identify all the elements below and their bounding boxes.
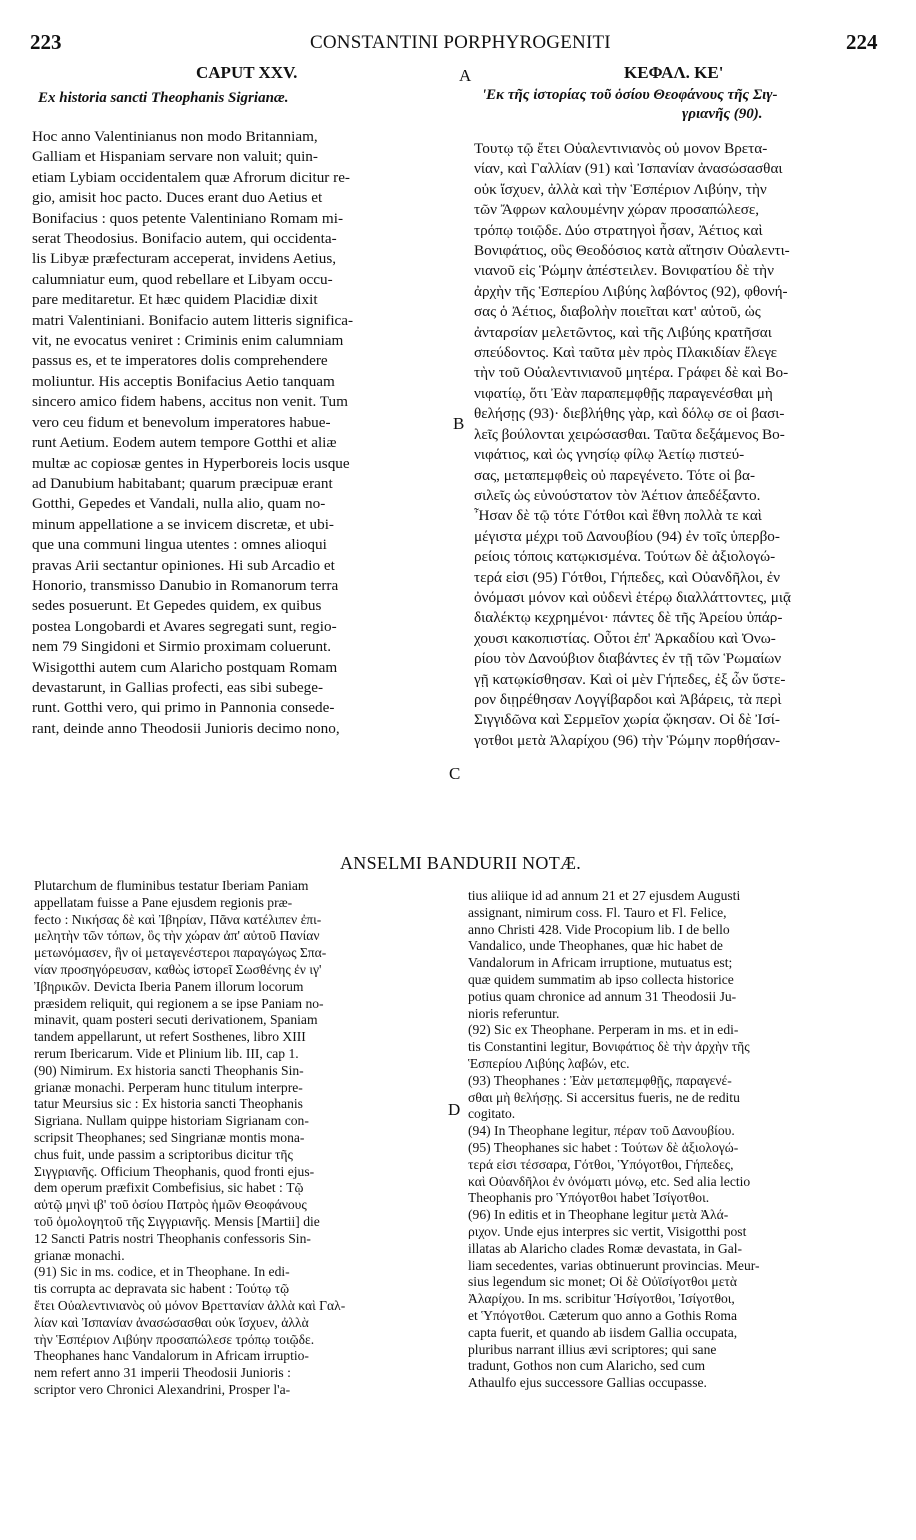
note-line: scripsit Theophanes; sed Singrianæ montis mona- (34, 1129, 305, 1145)
note-line: quæ quidem summatim ab ipso collecta historice (468, 971, 734, 987)
margin-letter-d: D (448, 1100, 461, 1119)
note-line: grianæ monachi. Perperam hunc titulum interpre- (34, 1079, 303, 1095)
greek-text-line: τὴν τοῦ Οὐαλεντινιανοῦ μητέρα. Γράφει δὲ καὶ Βο- (474, 364, 789, 382)
note-line: (91) Sic in ms. codice, et in Theophane. In edi- (34, 1264, 290, 1280)
greek-text-line: Ἦσαν δὲ τῷ τότε Γότθοι καὶ ἔθνη πολλὰ τε καὶ (474, 507, 762, 525)
note-line: (94) In Theophane legitur, πέραν τοῦ Δανουβίου. (468, 1123, 735, 1139)
note-line: τερά εἰσι τέσσαρα, Γότθοι, Ὑπόγοτθοι, Γήπεδες, (468, 1156, 734, 1172)
note-line: pluribus narrant illius ævi scriptores; qui sane (468, 1341, 717, 1357)
greek-text-line: γῇ κατῳκίσθησαν. Καὶ οἱ μὲν Γήπεδες, ἐξ ὧν ὕστε- (474, 670, 786, 688)
greek-text-line: σπεύδοντος. Καὶ ταῦτα μὲν πρὸς Πλακιδίαν ἔλεγε (474, 344, 778, 362)
latin-text-line: serat Theodosius. Bonifacio autem, qui occidenta- (32, 230, 337, 248)
note-line: Plutarchum de fluminibus testatur Iberiam Paniam (34, 878, 309, 893)
notes-left-column (34, 878, 446, 1399)
note-line: Theophanes hanc Vandalorum in Africam irruptio- (34, 1348, 309, 1364)
note-line: (93) Theophanes : Ἐὰν μεταπεμφθῇς, παραγενέ- (468, 1072, 732, 1088)
latin-text-line: Wisigotthi autem cum Alaricho postquam Romam (32, 658, 338, 676)
note-line: Athaulfo ejus successore Gallias occupasse. (468, 1375, 707, 1391)
latin-text-line: postea Longobardi et Avares segregati sunt, regio- (32, 617, 337, 635)
greek-text-line: νίαν, καὶ Γαλλίαν (91) καὶ Ἰσπανίαν ἀνασώσασθαι (474, 160, 783, 178)
note-line: 12 Sancti Patris nostri Theophanis confessoris Sin- (34, 1230, 311, 1246)
latin-text-line: Honorio, transmisso Danubio in Romanorum terra (32, 576, 339, 594)
note-line: λίαν καὶ Ἰσπανίαν ἀνασώσασθαι οὐκ ἴσχυεν, ἀλλὰ (34, 1314, 309, 1330)
latin-text-line: etiam Lybiam occidentalem quæ Afrorum dicitur re- (32, 168, 350, 186)
latin-text-line: devastarunt, in Gallias profecti, eas sibi subege- (32, 678, 324, 696)
note-line: rerum Ibericarum. Vide et Plinium lib. III, cap 1. (34, 1045, 299, 1061)
greek-text-line: σας, μεταπεμφθεὶς οὐ παρεγένετο. Τότε οἱ βα- (474, 466, 755, 484)
greek-text-line: Σιγγιδῶνα καὶ Σερμεῖον χωρία ᾤκησαν. Οἱ δὲ Ἰσί- (474, 711, 780, 729)
greek-subtitle-line: γριανῆς (90). (682, 106, 763, 122)
note-line: et Ὑπόγοτθοι. Cæterum quo anno a Gothis Roma (468, 1307, 737, 1323)
greek-text-line: διαλέκτῳ κεχρημένοι· πάντες δὲ τῆς Ἀρείου ὑπάρ- (474, 609, 783, 627)
latin-subtitle: Ex historia sancti Theophanis Sigrianæ. (38, 90, 289, 106)
note-line: αὐτῷ μηνὶ ιβ' τοῦ ὁσίου Πατρὸς ἡμῶν Θεοφάνους (34, 1197, 307, 1213)
note-line: Vandalico, unde Theophanes, quæ hic habet de (468, 938, 723, 954)
note-line: Theophanis pro Ὑπόγοτθοι habet Ἰσίγοτθοι. (468, 1190, 710, 1206)
note-line: fecto : Νικήσας δὲ καὶ Ἰβηρίαν, Πᾶνα κατέλιπεν ἐπι- (34, 911, 322, 927)
note-line: ριχον. Unde ejus interpres sic vertit, Visigotthi post (468, 1223, 747, 1239)
note-line: cogitato. (468, 1106, 516, 1122)
latin-text-line: runt. Gotthi vero, qui primo in Pannonia consede- (32, 699, 335, 717)
greek-text-line: τῶν Ἄφρων καλουμένην χώραν προσαπώλεσε, (474, 201, 760, 219)
greek-text-line: ὀνόμασι μόνον καὶ οὐδενὶ ἑτέρῳ διαλλάττοντες, μιᾷ (474, 588, 791, 606)
note-line: grianæ monachi. (34, 1247, 125, 1263)
greek-text-line: οὐκ ἴσχυεν, ἀλλὰ καὶ τὴν Ἑσπέριον Λιβύην, τὴν (474, 180, 767, 198)
note-line: τοῦ ὁμολογητοῦ τῆς Σιγγριανῆς. Mensis [Martii] die (34, 1213, 320, 1229)
latin-text-line: ad Danubium habitabant; quarum præcipuæ erant (32, 474, 333, 492)
greek-text-line: λεῖς βούλονται χειρώσασθαι. Ταῦτα δεξάμενος Βο- (474, 425, 785, 443)
greek-text-line: νιφατίῳ, ὅτι Ἐὰν παραπεμφθῇς παραγενέσθαι μὴ (474, 384, 773, 402)
note-line: illatas ab Alaricho clades Romæ devastata, in Gal- (468, 1240, 743, 1256)
note-line: Ἀλαρίχου. In ms. scribitur Ἡσίγοτθοι, Ἰσίγοτθοι, (468, 1291, 735, 1307)
note-line: liam secedentes, varias obtinuerunt provincias. Meur- (468, 1257, 760, 1273)
margin-letter-c: C (449, 764, 461, 783)
latin-text-line: pare meditaretur. Et hæc quidem Placidiæ dixit (32, 291, 318, 309)
note-line: μετωνόμασεν, ἣν οἱ μεταγενέστεροι παραγώγως Σπα- (34, 945, 327, 961)
note-line: Sigriana. Nullam quippe historiam Sigrianam con- (34, 1113, 309, 1129)
greek-text-line: γοτθοι μετὰ Ἀλαρίχου (96) τὴν Ῥώμην πορθήσαν- (474, 731, 781, 749)
note-line: minavit, quam posteri secuti derivationem, Spaniam (34, 1012, 318, 1028)
margin-letter-a: A (459, 66, 472, 85)
note-line: καὶ Οὐανδῆλοι ἐν ὀνόματι μόνῳ, etc. Sed alia lectio (468, 1173, 751, 1189)
greek-text-line: χουσι κακοπιστίας. Οὗτοι ἐπ' Ἀρκαδίου καὶ Ὀνω- (474, 629, 776, 647)
note-line: appellatam fuisse a Pane ejusdem regionis præ- (34, 894, 293, 910)
greek-text-line: ρείοις τόποις κατῳκισμένα. Τούτων δὲ ἀξιολογώ- (474, 548, 776, 566)
note-line: tius aliique id ad annum 21 et 27 ejusdem Augusti (468, 888, 741, 903)
note-line: νίαν προσηγόρευσαν, καθὼς ἱστορεῖ Σωσθένης ἐν ιγ' (34, 961, 322, 977)
latin-text-line: calumniatur eum, quod rebellare et Libyam occu- (32, 270, 333, 288)
note-line: potius quam chronice ad annum 31 Theodosii Ju- (468, 988, 737, 1004)
latin-text-line: minum appellatione a se invicem discretæ, et ubi- (32, 515, 334, 533)
margin-letter-b: B (453, 414, 465, 433)
note-line: Ἑσπερίου Λιβύης λαβών, etc. (468, 1055, 630, 1071)
notes-right-column (468, 888, 888, 1392)
right-page-number: 224 (846, 30, 878, 54)
note-line: assignant, nimirum coss. Fl. Tauro et Fl. Felice, (468, 904, 727, 920)
note-line: Σιγγριανῆς. Officium Theophanis, quod fronti ejus- (34, 1163, 315, 1179)
note-line: (92) Sic ex Theophane. Perperam in ms. et in edi- (468, 1022, 739, 1038)
greek-text-line: ρίου τὸν Δανούβιον διαβάντες ἐν τῇ τῶν Ῥωμαίων (474, 650, 782, 668)
note-line: (90) Nimirum. Ex historia sancti Theophanis Sin- (34, 1062, 304, 1078)
latin-text-line: gio, amisit hoc pacto. Duces erant duo Aetius et (32, 189, 323, 207)
running-title: CONSTANTINI PORPHYROGENITI (310, 32, 611, 53)
latin-text-line: Galliam et Hispaniam servare non valuit; quin- (32, 148, 318, 166)
note-line: tradunt, Gothos non cum Alaricho, sed cum (468, 1358, 706, 1374)
note-line: sius legendum sic monet; Οἱ δὲ Οὐϊσίγοτθοι μετὰ (468, 1274, 737, 1290)
note-line: Ἰβηρικῶν. Devicta Iberia Panem illorum locorum (34, 978, 304, 994)
greek-text-line: τρόπῳ τοιῷδε. Δύο στρατηγοὶ ἦσαν, Ἀέτιος καὶ (474, 221, 763, 239)
note-line: præsidem reliquit, qui regionem a se ipse Paniam no- (34, 995, 324, 1011)
latin-text-line: nem 79 Singidoni et Sirmio proximam coluerunt. (32, 638, 332, 656)
latin-chapter-heading: CAPUT XXV. (196, 63, 298, 82)
latin-text-line: Bonifacius : quos petente Valentiniano Romam mi- (32, 209, 344, 227)
note-line: τὴν Ἑσπέριον Λιβύην προσαπώλεσε τρόπῳ τοιῷδε. (34, 1331, 315, 1347)
note-line: nioris referuntur. (468, 1005, 560, 1021)
greek-subtitle-line: 'Εκ τῆς ἱστορίας τοῦ ὁσίου Θεοφάνους τῆς Σιγ- (482, 87, 778, 103)
greek-text-line: σας ὁ Ἀέτιος, διαβολὴν ποιεῖται κατ' αὐτοῦ, ὡς (474, 303, 761, 321)
latin-text-line: matri Valentiniani. Bonifacio autem litteris significa- (32, 311, 354, 329)
latin-text-line: runt Aetium. Eodem autem tempore Gotthi et aliæ (32, 434, 337, 452)
latin-text-line: sedes posuerunt. Et Gepedes quidem, ex quibus (32, 597, 322, 615)
greek-text-line: ἀνταρσίαν μελετῶντος, καὶ τῆς Λιβύης κρατῆσαι (474, 323, 772, 341)
greek-text-line: ἀρχὴν τῆς Ἑσπερίου Λιβύης λαβόντος (92), φθονή- (474, 282, 788, 300)
latin-text-line: que una communi lingua utentes : omnes alioqui (32, 536, 327, 554)
latin-text-line: pravas Arii sectantur opiniones. Hi sub Arcadio et (32, 556, 335, 574)
latin-text-line: lis Libyæ præfecturam acceperat, invidens Aetius, (32, 250, 337, 268)
latin-text-line: rant, deinde anno Theodosii Junioris decimo nono, (32, 719, 340, 737)
greek-text-line: νιφάτιος, καὶ ὡς γνησίῳ φίλῳ Ἀετίῳ πιστεύ- (474, 446, 745, 464)
greek-text-line: μέγιστα μέχρι τοῦ Δανουβίου (94) ἐν τοῖς ὑπερβο- (474, 527, 780, 545)
note-line: Vandalorum in Africam irruptione, mutuatus est; (468, 955, 733, 971)
note-line: μελητὴν τῶν τόπων, ὃς τὴν χώραν ἀπ' αὐτοῦ Πανίαν (34, 928, 320, 944)
greek-text-line: θελήσῃς (93)· διεβλήθης γὰρ, καὶ δόλῳ σε οἱ βασι- (474, 405, 785, 423)
note-line: (96) In editis et in Theophane legitur μετὰ Ἀλά- (468, 1207, 729, 1223)
latin-text-line: Hoc anno Valentinianus non modo Britanniam, (32, 128, 318, 145)
greek-chapter-heading: ΚΕΦΑΛ. ΚΕ' (624, 63, 724, 82)
note-line: σθαι μὴ θελήσῃς. Si accersitus fueris, ne de reditu (468, 1089, 740, 1105)
note-line: tandem appellarunt, ut refert Sosthenes, libro XIII (34, 1029, 306, 1045)
greek-text-line: σιλεῖς ὡς εὐνούστατον τὸν Ἀέτιον ἀπεδέξαντο. (474, 486, 761, 504)
note-line: anno Christi 428. Vide Procopium lib. I de bello (468, 921, 730, 937)
latin-text-line: Gotthi, Gepedes et Vandali, nulla alio, quam no- (32, 495, 326, 513)
greek-text-line: τερά εἰσι (95) Γότθοι, Γήπεδες, καὶ Οὐανδῆλοι, ἐν (474, 568, 781, 586)
latin-text-column (32, 127, 450, 739)
greek-text-line: Τουτῳ τῷ ἔτει Οὐαλεντινιανὸς οὐ μονον Βρετα- (474, 140, 768, 157)
note-line: capta fuerit, et quando ab iisdem Gallia occupata, (468, 1324, 738, 1340)
note-line: chus fuit, unde passim a scriptoribus dicitur τῆς (34, 1146, 293, 1162)
note-line: scriptor vero Chronici Alexandrini, Prosper l'a- (34, 1381, 291, 1397)
latin-text-line: multæ ac copiosæ gentes in Hyperboreis locis usque (32, 454, 350, 472)
latin-text-line: passus es, et te imperatores dolis comprehendere (32, 352, 328, 370)
note-line: (95) Theophanes sic habet : Τούτων δὲ ἀξιολογώ- (468, 1139, 739, 1155)
greek-subtitle (482, 86, 882, 124)
note-line: dem operum præfixit Combefisius, sic habet : Τῷ (34, 1180, 304, 1196)
note-line: ἔτει Οὐαλεντινιανὸς οὐ μόνον Βρεττανίαν ἀλλὰ καὶ Γαλ- (34, 1297, 346, 1313)
latin-text-line: vit, ne evocatus veniret : Criminis enim calumniam (32, 332, 344, 350)
greek-text-column (474, 139, 886, 751)
greek-text-line: νιανοῦ εἰς Ῥώμην ἀπέστειλεν. Βονιφατίου δὲ τὴν (474, 262, 774, 280)
note-line: tatur Meursius sic : Ex historia sancti Theophanis (34, 1096, 303, 1112)
latin-text-line: vero ceu fidum et benevolum imperatores habue- (32, 413, 331, 431)
left-page-number: 223 (30, 30, 62, 54)
latin-text-line: sincero amico fidem habens, accitus non venit. Tum (32, 393, 348, 411)
latin-text-line: moliuntur. His acceptis Bonifacius Aetio tanquam (32, 372, 335, 390)
greek-text-line: ρον διῃρέθησαν Λογγίβαρδοι καὶ Ἀβάρεις, τὰ περὶ (474, 690, 782, 708)
note-line: tis corrupta ac depravata sic habent : Τούτῳ τῷ (34, 1281, 290, 1297)
greek-text-line: Βονιφάτιος, οὓς Θεοδόσιος κατὰ αἴτησιν Οὐαλεντι- (474, 242, 790, 260)
notes-heading: ANSELMI BANDURII NOTÆ. (340, 853, 582, 873)
note-line: nem refert anno 31 imperii Theodosii Junioris : (34, 1365, 291, 1381)
note-line: tis Constantini legitur, Βονιφάτιος δὲ τὴν ἀρχὴν τῆς (468, 1039, 750, 1055)
